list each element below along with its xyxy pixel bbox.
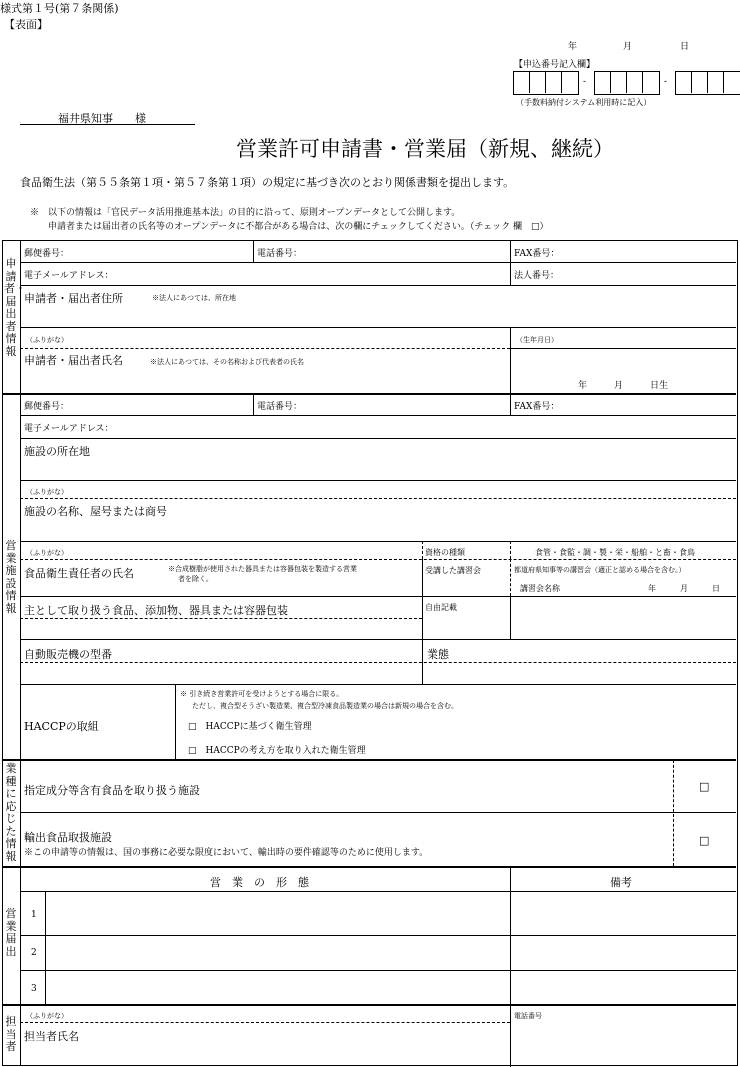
dash-2: - bbox=[664, 77, 668, 87]
haccp-option-2[interactable]: □ HACCPの考え方を取り入れた衛生管理 bbox=[188, 746, 366, 756]
main-items-label: 主として取り扱う食品、添加物、器具または容器包装 bbox=[24, 604, 288, 617]
applicant-address-label: 申請者・届出者住所 bbox=[24, 292, 123, 305]
facility-furigana-label: （ふりがな） bbox=[26, 488, 68, 496]
haccp-option-1[interactable]: □ HACCPに基づく衛生管理 bbox=[188, 722, 312, 732]
haccp-label: HACCPの取組 bbox=[24, 720, 99, 733]
qualification-type-label: 資格の種類 bbox=[425, 548, 465, 557]
date-year: 年 bbox=[568, 42, 578, 52]
facility-location-label: 施設の所在地 bbox=[24, 445, 90, 458]
applicant-address-note: ※法人にあつては、所在地 bbox=[152, 294, 236, 302]
applicant-birth-ymd: 年 月 日生 bbox=[578, 381, 669, 391]
course-note: 都道府県知事等の講習会（適正と認める場合を含む。） bbox=[514, 566, 686, 574]
facility-email-label: 電子メールアドレス： bbox=[24, 424, 114, 434]
applicant-email-label: 電子メールアドレス： bbox=[24, 271, 114, 281]
haccp-note-2: ただし、複合型そうざい製造業、複合型冷凍食品製造業の場合は新規の場合を含む。 bbox=[192, 702, 458, 710]
legal-statement: 食品衛生法（第５５条第１項・第５７条第１項）の規定に基づき次のとおり関係書類を提出します。 bbox=[20, 176, 515, 189]
applicant-birth-label: （生年月日） bbox=[516, 336, 558, 344]
applicant-phone-label: 電話番号： bbox=[257, 249, 303, 259]
section-industry: 業種に応じた情報 bbox=[5, 762, 17, 863]
side-label: 【表面】 bbox=[4, 18, 48, 31]
notification-row-3: 3 bbox=[31, 984, 37, 994]
hygiene-manager-note-1: ※合成樹脂が使用された器具または容器包装を製造する営業 bbox=[168, 565, 357, 573]
contact-furigana-label: （ふりがな） bbox=[26, 1012, 68, 1020]
remarks-header: 備考 bbox=[610, 876, 632, 889]
section-notification: 営業届出 bbox=[5, 907, 17, 958]
hygiene-manager-label: 食品衛生責任者の氏名 bbox=[24, 567, 134, 580]
hygiene-manager-note-2: 者を除く。 bbox=[178, 575, 213, 583]
free-text-label: 自由記載 bbox=[425, 603, 457, 612]
qualification-list[interactable]: 食管・食監・調・製・栄・船舶・と畜・食鳥 bbox=[535, 548, 695, 557]
course-taken-label: 受講した講習会 bbox=[425, 566, 481, 575]
form-number: 様式第１号(第７条関係) bbox=[0, 2, 119, 15]
section-facility: 営業施設情報 bbox=[5, 539, 17, 615]
open-data-optout-note[interactable]: 申請者または届出者の氏名等のオープンデータに不都合がある場合は、次の欄にチェックしてください。（チェック 欄 □） bbox=[48, 222, 549, 232]
open-data-note: ※ 以下の情報は「官民データ活用推進基本法」の目的に沿って、原則オープンデータとして公開します。 bbox=[30, 208, 461, 218]
facility-postal-label: 郵便番号： bbox=[24, 402, 70, 412]
notification-row-1: 1 bbox=[31, 910, 37, 920]
business-type-label: 業態 bbox=[427, 648, 449, 661]
designated-ingredient-checkbox[interactable]: □ bbox=[699, 780, 710, 793]
export-facility-label: 輸出食品取扱施設 bbox=[24, 831, 112, 844]
facility-phone-label: 電話番号： bbox=[257, 402, 303, 412]
date-month: 月 bbox=[623, 42, 633, 52]
application-number-note: （手数料納付システム利用時に記入） bbox=[516, 98, 652, 107]
designated-ingredient-label: 指定成分等含有食品を取り扱う施設 bbox=[24, 784, 200, 797]
business-form-header: 営 業 の 形 態 bbox=[210, 876, 309, 889]
section-applicant: 申請者・届出者情報 bbox=[4, 257, 26, 358]
applicant-corp-number-label: 法人番号： bbox=[514, 271, 560, 281]
export-facility-checkbox[interactable]: □ bbox=[699, 834, 710, 847]
section-contact: 担当者 bbox=[5, 1015, 17, 1053]
applicant-name-label: 申請者・届出者氏名 bbox=[24, 354, 123, 367]
course-name-label: 講習会名称 bbox=[520, 584, 560, 593]
vending-machine-label: 自動販売機の型番 bbox=[24, 648, 112, 661]
hygiene-furigana-label: （ふりがな） bbox=[26, 549, 68, 557]
course-ymd: 年 月 日 bbox=[648, 584, 720, 593]
notification-row-2: 2 bbox=[31, 948, 37, 958]
addressee: 福井県知事 様 bbox=[58, 112, 146, 125]
facility-fax-label: FAX番号： bbox=[514, 402, 560, 412]
application-number-label: 【申込番号記入欄】 bbox=[514, 60, 596, 70]
applicant-fax-label: FAX番号： bbox=[514, 249, 560, 259]
applicant-postal-label: 郵便番号： bbox=[24, 249, 70, 259]
haccp-note-1: ※ 引き続き営業許可を受けようとする場合に限る。 bbox=[180, 690, 344, 698]
export-facility-note: ※この申請等の情報は、国の事務に必要な限度において、輸出時の要件確認等のために使用します。 bbox=[24, 848, 429, 858]
facility-name-label: 施設の名称、屋号または商号 bbox=[24, 505, 167, 518]
dash-1: - bbox=[583, 77, 587, 87]
applicant-furigana-label: （ふりがな） bbox=[26, 336, 68, 344]
form-title: 営業許可申請書・営業届（新規、継続） bbox=[236, 137, 614, 161]
contact-phone-label: 電話番号 bbox=[514, 1012, 542, 1020]
contact-name-label: 担当者氏名 bbox=[24, 1030, 79, 1043]
date-day: 日 bbox=[680, 42, 690, 52]
applicant-name-note: ※法人にあつては、その名称および代表者の氏名 bbox=[150, 358, 304, 366]
